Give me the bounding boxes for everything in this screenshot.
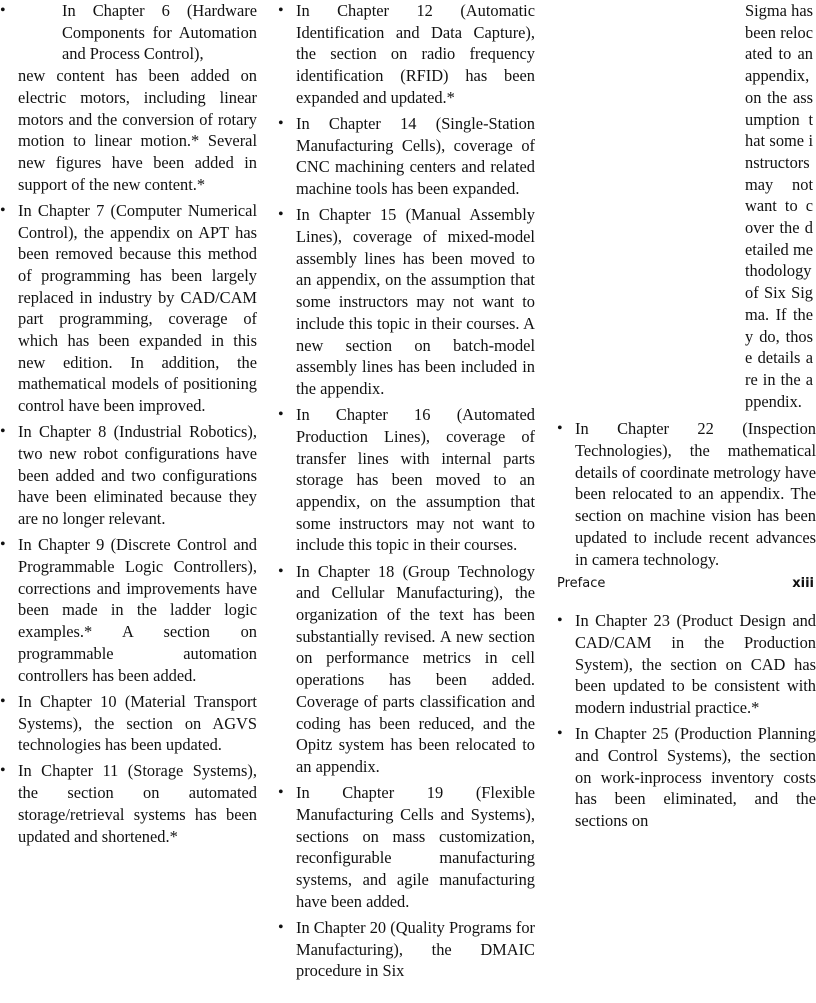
change-list-2 xyxy=(278,0,535,982)
list-item: • In Chapter 18 (Group Technology and Cellular Manufacturing), the organization of the text has been substantially revised. A new section on performance metrics in cell operations has been added. Coverage of parts classification and coding has been reduced, and the Opitz system has been relocated to an appendix. xyxy=(278,561,535,778)
chapter-6-heading: • In Chapter 6 (Hardware Components for Automation and Process Control), xyxy=(62,1,257,64)
list-item xyxy=(0,0,257,195)
list-item: • In Chapter 9 (Discrete Control and Programmable Logic Controllers), corrections and improvements have been made in the ladder logic examples.* A section on programmable automation controllers has been added. xyxy=(0,534,257,686)
column-3 xyxy=(557,0,816,836)
column-1 xyxy=(0,0,257,852)
list-item: • In Chapter 8 (Industrial Robotics), two new robot configurations have been added and two configurations have been eliminated because they are no longer relevant. xyxy=(0,421,257,530)
running-head xyxy=(557,576,816,592)
chapter-6-text: new content has been added on electric motors, including linear motors and the conversion of rotary motion to linear motion.* Several new figures have been added in support of the new content.* xyxy=(18,66,257,194)
running-head-label: Preface xyxy=(557,576,606,592)
list-item: • In Chapter 14 (Single-Station Manufacturing Cells), coverage of CNC machining centers and related machine tools has been expanded. xyxy=(278,113,535,200)
list-item: • In Chapter 12 (Automatic Identification and Data Capture), the section on radio frequency identification (RFID) has been expanded and updated.* xyxy=(278,0,535,109)
change-list-3b xyxy=(557,610,816,832)
list-item: • In Chapter 25 (Production Planning and Control Systems), the section on work-inprocess inventory costs has been eliminated, and the sections on xyxy=(557,723,816,832)
change-list-3a xyxy=(557,418,816,570)
list-item: • In Chapter 10 (Material Transport Systems), the section on AGVS technologies has been updated. xyxy=(0,691,257,756)
list-item: • In Chapter 11 (Storage Systems), the section on automated storage/retrieval systems has been updated and shortened.* xyxy=(0,760,257,847)
list-item: • In Chapter 7 (Computer Numerical Control), the appendix on APT has been removed because this method of programming has been largely replaced in industry by CAD/CAM part programming, coverage of which has been expanded in this new edition. In addition, the mathematical models of positioning control have been improved. xyxy=(0,200,257,417)
list-item: • In Chapter 16 (Automated Production Lines), coverage of transfer lines with internal parts storage has been moved to an appendix, on the assumption that some instructors may not want to include this topic in their courses. xyxy=(278,404,535,556)
six-sigma-continuation: Sigma has been relocated to an appendix, on the assumption that some instructors may not want to cover the detailed methodology of Six Sigma. If they do, those details are in the appendix. xyxy=(745,1,813,411)
list-item: • In Chapter 23 (Product Design and CAD/CAM in the Production System), the section on CAD has been updated to be consistent with modern industrial practice.* xyxy=(557,610,816,719)
page-number: xiii xyxy=(792,576,814,592)
list-item: • In Chapter 15 (Manual Assembly Lines), coverage of mixed-model assembly lines has been moved to an appendix, on the assumption that some instructors may not want to include this topic in their courses. A new section on batch-model assembly lines has been included in the appendix. xyxy=(278,204,535,399)
list-item: • In Chapter 20 (Quality Programs for Manufacturing), the DMAIC procedure in Six xyxy=(278,917,535,982)
column-2 xyxy=(278,0,535,986)
list-item: • In Chapter 19 (Flexible Manufacturing Cells and Systems), sections on mass customization, reconfigurable manufacturing systems, and agile manufacturing have been added. xyxy=(278,782,535,912)
list-item: • In Chapter 22 (Inspection Technologies), the mathematical details of coordinate metrology have been relocated to an appendix. The section on machine vision has been updated to include recent advances in camera technology. xyxy=(557,418,816,570)
change-list-1 xyxy=(0,0,257,847)
